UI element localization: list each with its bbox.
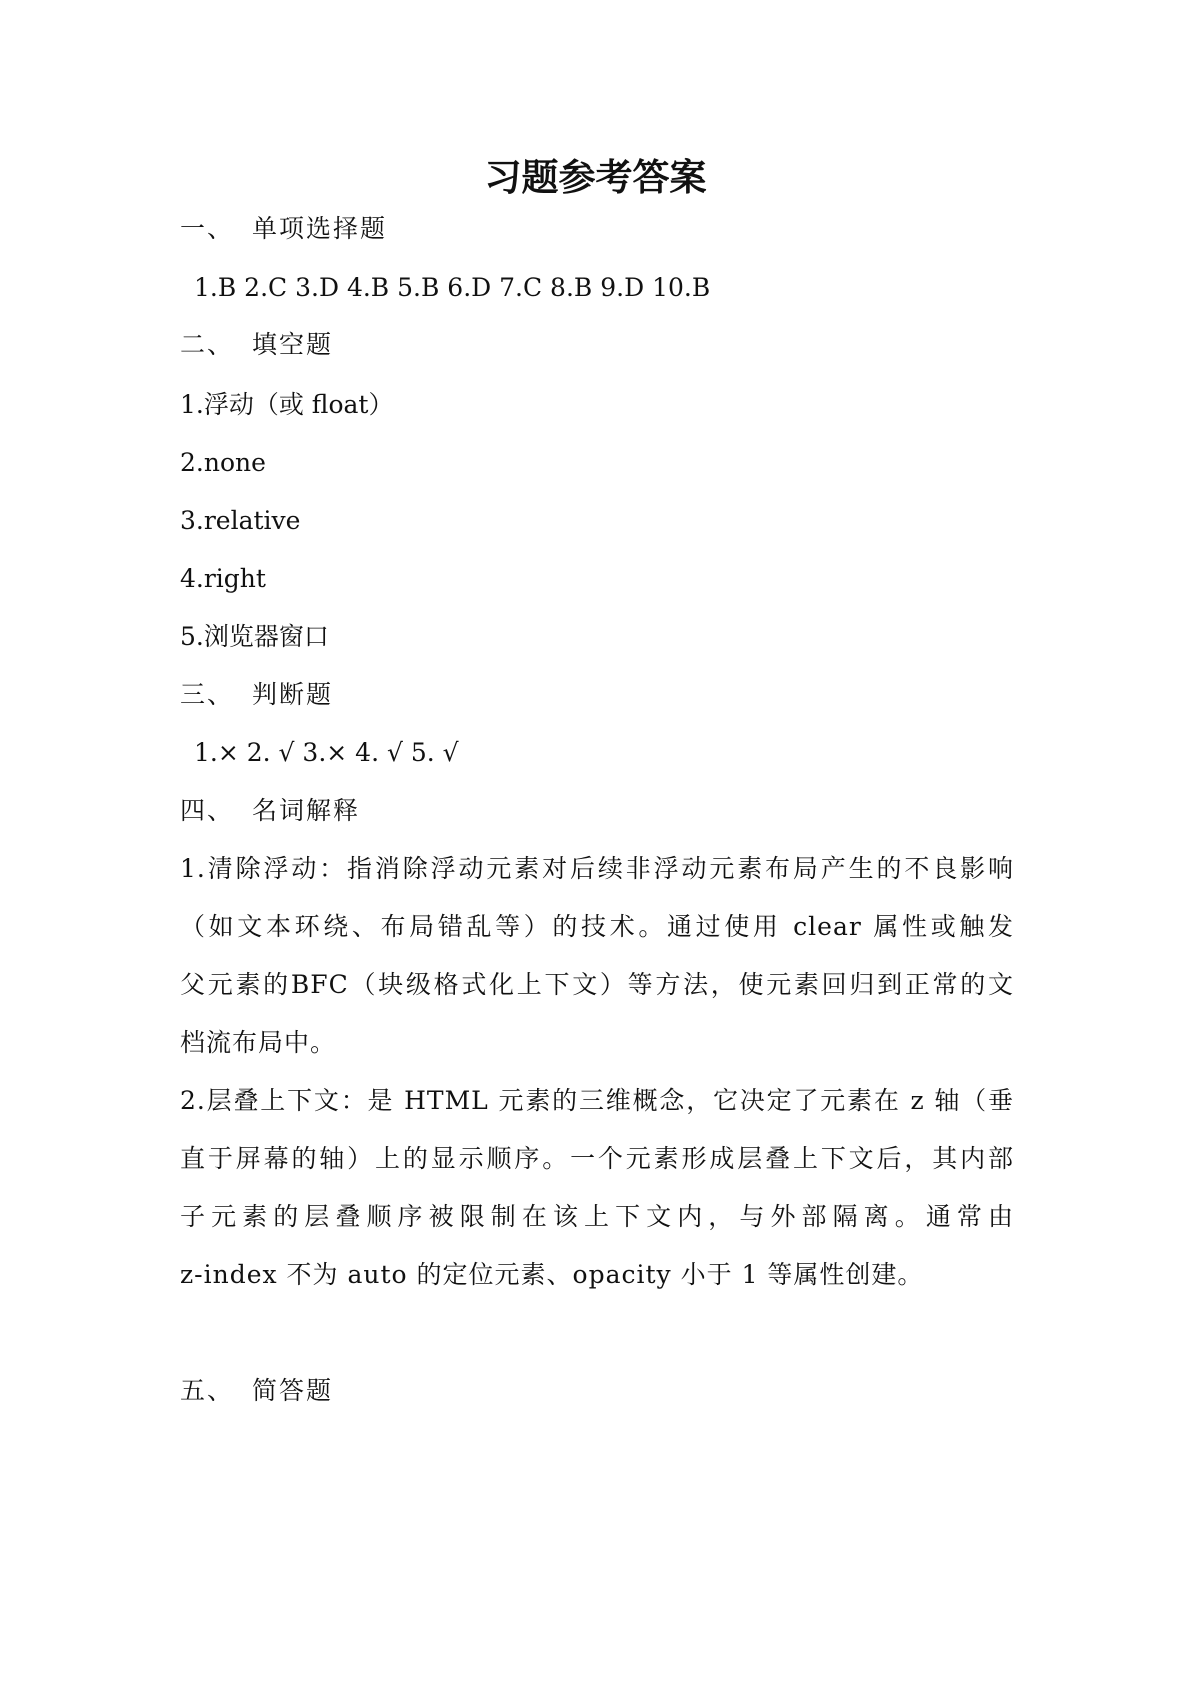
section-heading-short-answer bbox=[180, 1373, 333, 1409]
paragraph-line: 2.层叠上下文：是 HTML 元素的三维概念，它决定了元素在 z 轴（垂 bbox=[180, 1086, 1014, 1115]
section-number: 五、 bbox=[180, 1376, 235, 1405]
fill-blank-answer-4: 4.right bbox=[180, 564, 266, 593]
section-title: 判断题 bbox=[252, 680, 334, 709]
paragraph-line: 子元素的层叠顺序被限制在该上下文内，与外部隔离。通常由 bbox=[180, 1202, 1014, 1231]
single-choice-answers: 1.B 2.C 3.D 4.B 5.B 6.D 7.C 8.B 9.D 10.B bbox=[194, 273, 711, 302]
section-heading-fill-blank bbox=[180, 327, 333, 363]
section-title: 名词解释 bbox=[252, 796, 361, 825]
section-heading-single-choice bbox=[180, 211, 387, 247]
section-heading-term-explanation bbox=[180, 793, 360, 829]
paragraph-line: （如文本环绕、布局错乱等）的技术。通过使用 clear 属性或触发 bbox=[180, 912, 1014, 941]
paragraph-line: 1.清除浮动：指消除浮动元素对后续非浮动元素布局产生的不良影响 bbox=[180, 854, 1014, 883]
fill-blank-answer-5: 5.浏览器窗口 bbox=[180, 622, 329, 651]
paragraph-line: 父元素的BFC（块级格式化上下文）等方法，使元素回归到正常的文 bbox=[180, 970, 1014, 999]
section-title: 填空题 bbox=[252, 330, 334, 359]
paragraph-line: 档流布局中。 bbox=[180, 1028, 337, 1057]
document-title: 习题参考答案 bbox=[484, 156, 707, 199]
paragraph-line: 直于屏幕的轴）上的显示顺序。一个元素形成层叠上下文后，其内部 bbox=[180, 1144, 1014, 1173]
paragraph-line: z-index 不为 auto 的定位元素、opacity 小于 1 等属性创建。 bbox=[180, 1260, 924, 1289]
section-number: 四、 bbox=[180, 796, 235, 825]
fill-blank-answer-1: 1.浮动（或 float） bbox=[180, 390, 394, 419]
section-number: 二、 bbox=[180, 330, 235, 359]
section-number: 一、 bbox=[180, 214, 235, 243]
section-title: 简答题 bbox=[252, 1376, 334, 1405]
section-number: 三、 bbox=[180, 680, 235, 709]
true-false-answers: 1.× 2. √ 3.× 4. √ 5. √ bbox=[194, 738, 459, 767]
section-heading-true-false bbox=[180, 677, 333, 713]
section-title: 单项选择题 bbox=[252, 214, 388, 243]
fill-blank-answer-2: 2.none bbox=[180, 448, 266, 477]
fill-blank-answer-3: 3.relative bbox=[180, 506, 301, 535]
